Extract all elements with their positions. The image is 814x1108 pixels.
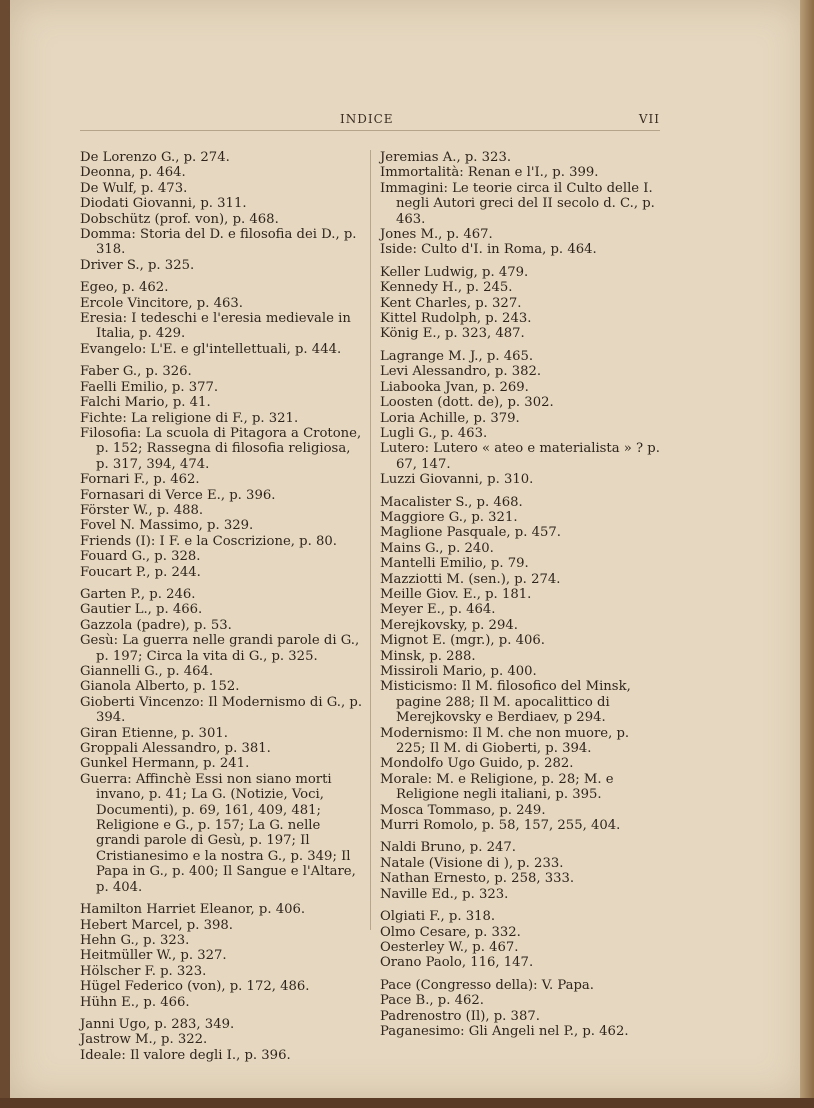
index-entry: Macalister S., p. 468.: [380, 494, 523, 510]
index-entry: Hühn E., p. 466.: [80, 994, 190, 1010]
index-column-right: [380, 150, 660, 1046]
index-entry: Mondolfo Ugo Guido, p. 282.: [380, 756, 574, 772]
index-entry: Meyer E., p. 464.: [380, 602, 496, 618]
index-entry: Mantelli Emilio, p. 79.: [380, 556, 529, 572]
index-entry: Faelli Emilio, p. 377.: [80, 379, 219, 395]
index-entry: Janni Ugo, p. 283, 349.: [80, 1016, 235, 1032]
index-entry: Modernismo: Il M. che non muore, p. 225; Il M. di Gioberti, p. 394.: [380, 725, 630, 757]
index-letter-group: [80, 1017, 362, 1063]
index-entry: Mains G., p. 240.: [380, 540, 494, 556]
index-entry: Natale (Visione di ), p. 233.: [380, 855, 564, 871]
index-entry: Hölscher F. p. 323.: [80, 963, 207, 979]
index-entry: Lugli G., p. 463.: [380, 425, 488, 441]
index-entry: Guerra: Affinchè Essi non siano morti invano, p. 41; La G. (Notizie, Voci, Documenti), p. 69, 161, 409, 481; Religione e G., p. 157; La G. nelle grandi parole di Gesù, p. 197; Il Cristianesimo e la nostra G., p. 349; Il Papa in G., p. 400; Il Sangue e l'Altare, p. 404.: [80, 771, 356, 895]
index-entry: Fovel N. Massimo, p. 329.: [80, 518, 254, 534]
index-entry: Gianola Alberto, p. 152.: [80, 679, 240, 695]
index-entry: Luzzi Giovanni, p. 310.: [380, 472, 534, 488]
index-entry: Liabooka Jvan, p. 269.: [380, 379, 529, 395]
index-entry: Fichte: La religione di F., p. 321.: [80, 410, 299, 426]
index-entry: Naldi Bruno, p. 247.: [380, 840, 516, 856]
index-letter-group: [380, 978, 660, 1040]
index-entry: Heitmüller W., p. 327.: [80, 948, 227, 964]
index-entry: Murri Romolo, p. 58, 157, 255, 404.: [380, 818, 621, 834]
index-entry: Olgiati F., p. 318.: [380, 909, 496, 925]
index-entry: Loosten (dott. de), p. 302.: [380, 395, 554, 411]
index-entry: Jeremias A., p. 323.: [380, 150, 512, 165]
index-entry: Keller Ludwig, p. 479.: [380, 264, 529, 280]
index-entry: Maglione Pasquale, p. 457.: [380, 525, 561, 541]
index-entry: Foucart P., p. 244.: [80, 564, 201, 580]
index-letter-group: [380, 840, 660, 902]
index-entry: Gazzola (padre), p. 53.: [80, 617, 232, 633]
index-entry: Förster W., p. 488.: [80, 502, 204, 518]
index-letter-group: [80, 280, 362, 357]
index-entry: Ercole Vincitore, p. 463.: [80, 295, 243, 311]
index-entry: Merejkovsky, p. 294.: [380, 617, 518, 633]
index-entry: Hügel Federico (von), p. 172, 486.: [80, 979, 310, 995]
index-entry: Gesù: La guerra nelle grandi parole di G., p. 197; Circa la vita di G., p. 325.: [80, 633, 360, 664]
index-entry: Lagrange M. J., p. 465.: [380, 348, 534, 364]
index-entry: De Wulf, p. 473.: [80, 180, 188, 196]
index-entry: Domma: Storia del D. e filosofia dei D., p. 318.: [80, 227, 357, 258]
index-entry: Nathan Ernesto, p. 258, 333.: [380, 871, 575, 887]
index-entry: Mazziotti M. (sen.), p. 274.: [380, 571, 561, 587]
index-letter-group: [80, 902, 362, 1010]
page-number: VII: [638, 112, 660, 126]
index-entry: Filosofia: La scuola di Pitagora a Crotone, p. 152; Rassegna di filosofia religiosa, p. 317, 394, 474.: [80, 425, 362, 472]
index-entry: Levi Alessandro, p. 382.: [380, 364, 542, 380]
index-entry: Friends (I): I F. e la Coscrizione, p. 80.: [80, 533, 337, 549]
index-letter-group: [380, 349, 660, 488]
index-entry: Gautier L., p. 466.: [80, 602, 203, 618]
index-entry: Paganesimo: Gli Angeli nel P., p. 462.: [380, 1023, 629, 1039]
index-entry: Deonna, p. 464.: [80, 165, 186, 181]
index-entry: Fornasari di Verce E., p. 396.: [80, 487, 276, 503]
index-letter-group: [380, 150, 660, 258]
index-entry: Dobschütz (prof. von), p. 468.: [80, 211, 279, 227]
index-entry: Iside: Culto d'I. in Roma, p. 464.: [380, 242, 597, 258]
index-entry: Orano Paolo, 116, 147.: [380, 955, 534, 971]
index-entry: Kent Charles, p. 327.: [380, 295, 522, 311]
index-entry: Naville Ed., p. 323.: [380, 886, 509, 902]
index-entry: Maggiore G., p. 321.: [380, 509, 518, 525]
index-entry: Immortalità: Renan e l'I., p. 399.: [380, 165, 599, 181]
index-entry: Minsk, p. 288.: [380, 648, 476, 664]
index-entry: Ideale: Il valore degli I., p. 396.: [80, 1047, 291, 1063]
index-entry: Mignot E. (mgr.), p. 406.: [380, 633, 545, 649]
index-entry: Evangelo: L'E. e gl'intellettuali, p. 444.: [80, 341, 342, 357]
index-entry: Giran Etienne, p. 301.: [80, 725, 228, 741]
index-entry: Giannelli G., p. 464.: [80, 664, 214, 679]
index-entry: Jastrow M., p. 322.: [80, 1032, 208, 1048]
index-entry: Misticismo: Il M. filosofico del Minsk, pagine 288; Il M. apocalittico di Merejkovsky e Berdiaev, p 294.: [380, 679, 631, 726]
index-letter-group: [80, 587, 362, 895]
index-entry: Padrenostro (Il), p. 387.: [380, 1008, 540, 1024]
index-entry: Hehn G., p. 323.: [80, 932, 190, 948]
index-entry: Gioberti Vincenzo: Il Modernismo di G., p. 394.: [80, 694, 363, 726]
index-entry: Fouard G., p. 328.: [80, 549, 201, 565]
running-header: [80, 112, 660, 132]
index-entry: Groppali Alessandro, p. 381.: [80, 741, 271, 757]
index-entry: Egeo, p. 462.: [80, 280, 169, 296]
header-rule: [80, 130, 660, 131]
index-letter-group: [380, 495, 660, 834]
index-entry: Immagini: Le teorie circa il Culto delle I. negli Autori greci del II secolo d. C., p. 463.: [380, 180, 655, 227]
index-entry: Driver S., p. 325.: [80, 257, 195, 273]
page-edge-bottom: [0, 1098, 814, 1108]
index-entry: Falchi Mario, p. 41.: [80, 395, 211, 411]
index-entry: Garten P., p. 246.: [80, 586, 196, 602]
index-entry: Fornari F., p. 462.: [80, 472, 200, 488]
index-letter-group: [80, 150, 362, 273]
index-entry: Kennedy H., p. 245.: [380, 280, 513, 296]
index-letter-group: [80, 364, 362, 580]
index-entry: De Lorenzo G., p. 274.: [80, 150, 230, 165]
index-entry: Mosca Tommaso, p. 249.: [380, 802, 546, 818]
index-entry: Hebert Marcel, p. 398.: [80, 917, 233, 933]
index-letter-group: [380, 265, 660, 342]
running-title: INDICE: [340, 112, 394, 126]
index-entry: Jones M., p. 467.: [380, 227, 493, 243]
index-entry: Morale: M. e Religione, p. 28; M. e Religione negli italiani, p. 395.: [380, 771, 614, 803]
index-letter-group: [380, 909, 660, 971]
index-entry: Pace (Congresso della): V. Papa.: [380, 977, 594, 993]
index-entry: Diodati Giovanni, p. 311.: [80, 196, 247, 212]
index-entry: König E., p. 323, 487.: [380, 326, 525, 342]
index-entry: Faber G., p. 326.: [80, 364, 192, 380]
index-column-left: [80, 150, 362, 1070]
index-entry: Eresia: I tedeschi e l'eresia medievale in Italia, p. 429.: [80, 311, 351, 342]
index-entry: Meille Giov. E., p. 181.: [380, 586, 532, 602]
index-entry: Gunkel Hermann, p. 241.: [80, 756, 250, 772]
index-entry: Missiroli Mario, p. 400.: [380, 664, 537, 679]
index-entry: Olmo Cesare, p. 332.: [380, 924, 521, 940]
index-entry: Pace B., p. 462.: [380, 993, 484, 1009]
column-divider: [370, 150, 371, 930]
index-entry: Oesterley W., p. 467.: [380, 939, 519, 955]
index-entry: Kittel Rudolph, p. 243.: [380, 311, 532, 327]
page-edge-right: [800, 0, 814, 1108]
index-entry: Hamilton Harriet Eleanor, p. 406.: [80, 902, 306, 918]
index-entry: Lutero: Lutero « ateo e materialista » ? p. 67, 147.: [380, 441, 660, 472]
index-entry: Loria Achille, p. 379.: [380, 410, 520, 426]
